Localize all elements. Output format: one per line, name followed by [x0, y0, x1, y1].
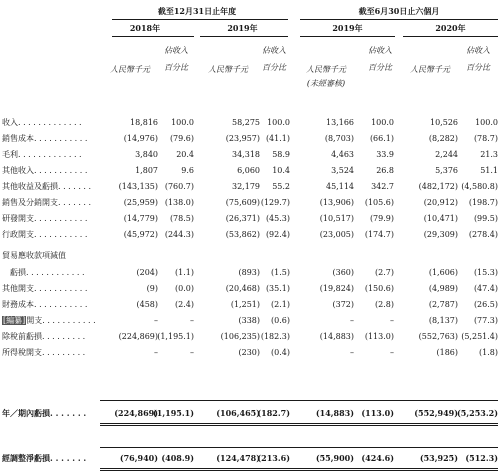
- table-row-cell: (2,787): [428, 300, 458, 309]
- table-row-cell: (78.7): [473, 134, 498, 143]
- year-underline-1: [112, 36, 194, 37]
- table-row-cell: –: [154, 316, 158, 325]
- table-row-cell: (26,371): [225, 214, 260, 223]
- table-row-cell: (2.8): [375, 300, 394, 309]
- table-row-cell: (75,609): [225, 198, 260, 207]
- table-row-label: 除稅前虧損. . . . . . . . .: [2, 332, 86, 341]
- col-pct-b-1: 百分比: [164, 63, 188, 72]
- table-row-label: 銷售成本. . . . . . . . . . .: [2, 134, 88, 143]
- table-row-cell: 32,179: [232, 182, 260, 191]
- table-row-cell: (552,763): [418, 332, 458, 341]
- table-row-cell: (4,580.8): [461, 182, 498, 191]
- table-row-cell: (458): [136, 300, 158, 309]
- table-row-cell: (15.3): [473, 268, 498, 277]
- table-row-cell: –: [190, 348, 194, 357]
- table-row-cell: (10,471): [423, 214, 458, 223]
- table-row-cell: (338): [238, 316, 260, 325]
- table-row-cell: (20,468): [225, 284, 260, 293]
- table-row-cell: (5,251.4): [461, 332, 498, 341]
- group-header-year: 截至12月31日止年度: [157, 6, 237, 16]
- table-row-cell: (186): [436, 348, 458, 357]
- table-row-cell: (893): [238, 268, 260, 277]
- table-row-cell: (99.5): [473, 214, 498, 223]
- table-row-cell: 13,166: [326, 118, 354, 127]
- table-row-cell: 10,526: [430, 118, 458, 127]
- table-row-cell: (150.6): [364, 284, 394, 293]
- year-underline-3: [300, 36, 395, 37]
- total-row-cell: (113.0): [361, 408, 394, 418]
- table-row-cell: (1.1): [175, 268, 194, 277]
- table-row-cell: 1,807: [135, 166, 158, 175]
- table-row-cell: (14,976): [123, 134, 158, 143]
- table-row-cell: 100.0: [475, 118, 498, 127]
- col-rmb-1: 人民幣千元: [110, 65, 150, 74]
- table-row-cell: (78.5): [169, 214, 194, 223]
- table-row-cell: (9): [146, 284, 158, 293]
- table-row-cell: 33.9: [376, 150, 394, 159]
- col-pct-b-3: 百分比: [368, 63, 392, 72]
- table-row-label: 其他收益及虧損. . . . . . .: [2, 182, 92, 191]
- table-row-cell: (2.7): [375, 268, 394, 277]
- year-header-2020-h1: 2020年: [435, 23, 466, 33]
- table-row-cell: (53,862): [225, 230, 260, 239]
- table-row-label: 虧損. . . . . . . . . . . .: [10, 268, 85, 277]
- table-row-cell: (1,606): [428, 268, 458, 277]
- table-row-cell: (8,703): [324, 134, 354, 143]
- table-row-label: 收入. . . . . . . . . . . . .: [2, 118, 82, 127]
- table-row-cell: (360): [332, 268, 354, 277]
- table-row-cell: 51.1: [480, 166, 498, 175]
- year-underline-4: [403, 36, 498, 37]
- table-row-cell: 20.4: [176, 150, 194, 159]
- year-underline-2: [200, 36, 288, 37]
- table-row-cell: –: [154, 348, 158, 357]
- table-row-label: 貿易應收款項減值: [2, 251, 66, 260]
- table-row-cell: (45.3): [265, 214, 290, 223]
- col-rmb-3: 人民幣千元: [306, 65, 346, 74]
- year-header-2018: 2018年: [129, 23, 161, 33]
- table-row-cell: (20,912): [423, 198, 458, 207]
- adjusted-row-cell: (213.6): [257, 453, 290, 463]
- table-row-cell: (230): [238, 348, 260, 357]
- adjusted-rule-bottom-1: [100, 468, 498, 469]
- table-row-cell: (25,959): [123, 198, 158, 207]
- total-row-label: 年／期內虧損. . . . . . .: [2, 408, 87, 418]
- table-row-cell: (66.1): [369, 134, 394, 143]
- table-row-cell: (1,251): [230, 300, 260, 309]
- table-row-cell: –: [350, 348, 354, 357]
- table-row-cell: (14,779): [123, 214, 158, 223]
- col-unaudited: (未經審核): [306, 79, 346, 88]
- table-row-cell: 58,275: [232, 118, 260, 127]
- table-row-cell: (23,957): [225, 134, 260, 143]
- table-row-label: [2, 316, 96, 326]
- group-underline-1: [112, 19, 288, 20]
- table-row-cell: 2,244: [435, 150, 458, 159]
- total-row-cell: (106,465): [216, 408, 260, 418]
- table-row-cell: (2.1): [271, 300, 290, 309]
- table-row-cell: (19,824): [319, 284, 354, 293]
- table-row-cell: (174.7): [364, 230, 394, 239]
- table-row-cell: 18,816: [130, 118, 158, 127]
- table-row-label: 研發開支. . . . . . . . . . .: [2, 214, 88, 223]
- row-label-text: 開支. . . . . . . . . . .: [26, 316, 96, 325]
- adjusted-row-cell: (55,900): [315, 453, 354, 463]
- adjusted-rule-bottom-2: [100, 470, 498, 471]
- table-row-cell: (4,989): [428, 284, 458, 293]
- table-row-cell: (23,005): [319, 230, 354, 239]
- col-rmb-4: 人民幣千元: [410, 65, 450, 74]
- table-row-cell: 58.9: [272, 150, 290, 159]
- col-pct-a-3: 佔收入: [368, 46, 392, 55]
- table-row-cell: (482,172): [418, 182, 458, 191]
- table-row-cell: (14,883): [319, 332, 354, 341]
- table-row-cell: 34,318: [232, 150, 260, 159]
- total-row-cell: (1,195.1): [153, 408, 194, 418]
- col-pct-a-2: 佔收入: [262, 46, 286, 55]
- table-row-cell: (79.6): [169, 134, 194, 143]
- total-row-cell: (224,869): [114, 408, 158, 418]
- table-row-cell: –: [350, 316, 354, 325]
- table-row-cell: (1,195.1): [157, 332, 194, 341]
- table-row-cell: (13,906): [319, 198, 354, 207]
- table-row-cell: 100.0: [371, 118, 394, 127]
- table-row-cell: (198.7): [468, 198, 498, 207]
- table-row-cell: 100.0: [267, 118, 290, 127]
- table-row-cell: 5,376: [435, 166, 458, 175]
- table-row-cell: (47.4): [473, 284, 498, 293]
- col-pct-b-2: 百分比: [262, 63, 286, 72]
- table-row-cell: (0.4): [271, 348, 290, 357]
- table-row-cell: (79.9): [369, 214, 394, 223]
- adjusted-row-cell: (424.6): [361, 453, 394, 463]
- table-row-label: 其他收入. . . . . . . . . . .: [2, 166, 88, 175]
- col-pct-a-4: 佔收入: [466, 46, 490, 55]
- table-row-label: 其他開支. . . . . . . . . . .: [2, 284, 88, 293]
- table-row-label: 所得稅開支. . . . . . . . .: [2, 348, 86, 357]
- adjusted-row-label: 經調整淨虧損. . . . . . .: [2, 453, 87, 463]
- adjusted-row-cell: (408.9): [161, 453, 194, 463]
- table-row-cell: (29,309): [423, 230, 458, 239]
- table-row-cell: (278.4): [468, 230, 498, 239]
- table-row-cell: 342.7: [371, 182, 394, 191]
- table-row-cell: (138.0): [164, 198, 194, 207]
- adjusted-row-cell: (76,940): [119, 453, 158, 463]
- table-row-cell: (113.0): [364, 332, 394, 341]
- table-row-cell: –: [390, 348, 394, 357]
- redacted-marker: [編纂]: [3, 316, 26, 325]
- table-row-cell: (8,137): [428, 316, 458, 325]
- table-row-cell: 45,114: [326, 182, 354, 191]
- table-row-cell: (0.0): [175, 284, 194, 293]
- table-row-cell: 55.2: [272, 182, 290, 191]
- group-underline-2: [300, 19, 498, 20]
- table-row-cell: (35.1): [265, 284, 290, 293]
- table-row-cell: (1.5): [271, 268, 290, 277]
- table-row-cell: (129.7): [260, 198, 290, 207]
- total-row-cell: (5,253.2): [457, 408, 498, 418]
- table-row-cell: (77.3): [473, 316, 498, 325]
- table-row-cell: 21.3: [480, 150, 498, 159]
- total-row-cell: (14,883): [315, 408, 354, 418]
- table-row-cell: (92.4): [265, 230, 290, 239]
- table-row-cell: (26.5): [473, 300, 498, 309]
- table-row-cell: (372): [332, 300, 354, 309]
- col-pct-a-1: 佔收入: [164, 46, 188, 55]
- table-row-cell: 3,524: [331, 166, 354, 175]
- col-rmb-2: 人民幣千元: [208, 65, 248, 74]
- col-pct-b-4: 百分比: [466, 63, 490, 72]
- table-row-cell: 100.0: [171, 118, 194, 127]
- total-rule-bottom-2: [100, 425, 498, 426]
- table-row-cell: (105.6): [364, 198, 394, 207]
- total-rule-bottom-1: [100, 423, 498, 424]
- total-rule-top: [100, 400, 498, 401]
- table-row-cell: (0.6): [271, 316, 290, 325]
- year-header-2019: 2019年: [227, 23, 258, 33]
- table-row-cell: (45,972): [123, 230, 158, 239]
- table-row-label: 財務成本. . . . . . . . . . .: [2, 300, 88, 309]
- table-row-cell: (204): [136, 268, 158, 277]
- table-row-cell: 26.8: [376, 166, 394, 175]
- table-row-cell: –: [390, 316, 394, 325]
- table-row-label: 銷售及分銷開支. . . . . . .: [2, 198, 92, 207]
- adjusted-row-cell: (512.3): [465, 453, 498, 463]
- total-row-cell: (182.7): [257, 408, 290, 418]
- table-row-cell: 10.4: [272, 166, 290, 175]
- year-header-2019-h1: 2019年: [332, 23, 363, 33]
- table-row-cell: (760.7): [164, 182, 194, 191]
- table-row-cell: –: [190, 316, 194, 325]
- table-row-cell: 4,463: [331, 150, 354, 159]
- table-row-cell: (10,517): [319, 214, 354, 223]
- table-row-cell: (2.4): [175, 300, 194, 309]
- table-row-cell: (143,135): [118, 182, 158, 191]
- table-row-cell: (1.8): [479, 348, 498, 357]
- adjusted-rule-top: [100, 447, 498, 448]
- table-row-cell: 6,060: [237, 166, 260, 175]
- table-row-cell: 9.6: [181, 166, 194, 175]
- table-row-cell: (8,282): [428, 134, 458, 143]
- table-row-cell: (224,869): [118, 332, 158, 341]
- table-row-label: 行政開支. . . . . . . . . . .: [2, 230, 88, 239]
- table-row-cell: (182.3): [260, 332, 290, 341]
- adjusted-row-cell: (124,478): [216, 453, 260, 463]
- table-row-cell: (106,235): [220, 332, 260, 341]
- total-row-cell: (552,949): [414, 408, 458, 418]
- table-row-label: 毛利. . . . . . . . . . . . .: [2, 150, 82, 159]
- table-row-cell: (41.1): [265, 134, 290, 143]
- table-row-cell: 3,840: [135, 150, 158, 159]
- adjusted-row-cell: (53,925): [419, 453, 458, 463]
- table-row-cell: (244.3): [164, 230, 194, 239]
- group-header-halfyear: 截至6月30日止六個月: [358, 6, 440, 16]
